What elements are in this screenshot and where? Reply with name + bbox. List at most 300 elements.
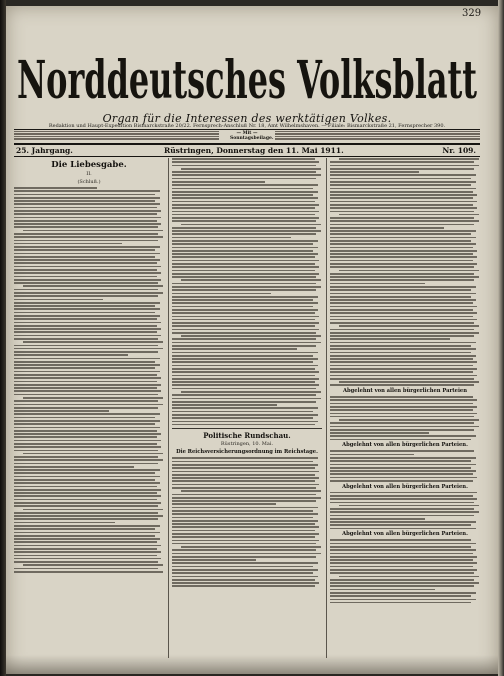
text-line (14, 351, 158, 353)
text-line (14, 358, 160, 360)
text-line (172, 375, 315, 377)
text-line (330, 569, 477, 571)
text-line (330, 191, 473, 193)
text-line (14, 479, 155, 481)
text-line (14, 568, 158, 570)
text-line (172, 332, 316, 334)
text-line (14, 256, 155, 258)
text-line (14, 240, 158, 242)
text-line (14, 518, 158, 520)
text-line (339, 158, 479, 160)
text-line (14, 558, 161, 560)
text-line (330, 406, 477, 408)
text-line (23, 341, 163, 343)
text-line (14, 499, 157, 501)
text-line (14, 486, 157, 488)
masthead-title-text: Norddeutsches Volksblatt (17, 50, 477, 110)
text-line (330, 165, 479, 167)
text-line (330, 457, 476, 459)
text-line (23, 285, 163, 287)
text-line (330, 338, 450, 340)
text-line (172, 487, 316, 489)
dateline-bar (14, 143, 480, 157)
text-line (14, 302, 160, 304)
text-line (330, 399, 477, 401)
text-line (330, 332, 479, 334)
text-line (14, 489, 161, 491)
text-line (330, 181, 476, 183)
text-line (14, 548, 157, 550)
text-line (14, 197, 160, 199)
text-line (14, 561, 158, 563)
text-line (172, 319, 315, 321)
text-line (330, 539, 471, 541)
text-line (330, 502, 474, 504)
text-line (172, 211, 319, 213)
text-line (172, 576, 318, 578)
text-line (14, 538, 160, 540)
text-line (330, 549, 476, 551)
text-line (172, 312, 315, 314)
text-line (14, 354, 128, 356)
text-line (172, 329, 319, 331)
text-line (172, 461, 313, 463)
text-line (330, 224, 474, 226)
text-line (172, 520, 318, 522)
text-line (14, 236, 163, 238)
text-line (172, 540, 319, 542)
text-line (14, 430, 157, 432)
text-line (172, 184, 318, 186)
text-line (14, 249, 155, 251)
text-line (172, 250, 313, 252)
text-line (14, 308, 160, 310)
text-line (14, 522, 115, 524)
text-line (330, 378, 474, 380)
text-line (172, 214, 315, 216)
text-line (14, 427, 160, 429)
text-line (172, 579, 315, 581)
text-line (172, 355, 313, 357)
left-notice-block (14, 131, 219, 142)
text-line (172, 188, 313, 190)
text-line (172, 194, 313, 196)
text-line (172, 585, 315, 587)
text-line (14, 345, 158, 347)
text-line (172, 526, 319, 528)
text-line (14, 417, 155, 419)
text-line (172, 424, 315, 426)
text-line (330, 559, 473, 561)
masthead-info-line: Redaktion und Haupt-Expedition Bismarckstraße 20/22. Fernsprech-Anschluß Nr. 18, Amt Wilhelmshaven. — Filiale: Bismarckstraße 21, Fernsprecher 390. (48, 123, 446, 129)
text-line (172, 549, 316, 551)
text-line (330, 263, 477, 265)
column-divider (326, 158, 327, 658)
text-line (172, 411, 313, 413)
text-line (14, 472, 155, 474)
text-line (14, 450, 158, 452)
text-line (330, 361, 477, 363)
text-line (330, 345, 471, 347)
text-line (330, 572, 474, 574)
text-line (14, 367, 155, 369)
text-line (14, 377, 161, 379)
text-line (172, 533, 319, 535)
text-line (14, 305, 155, 307)
vote-result-heading: Abgelehnt von allen bürgerlichen Parteien. (342, 531, 468, 538)
text-line (330, 498, 477, 500)
text-line (14, 374, 157, 376)
text-line (14, 364, 160, 366)
column-3-body-text-e (330, 539, 480, 603)
text-line (14, 292, 163, 294)
text-line (172, 414, 318, 416)
text-line (172, 240, 318, 242)
text-line (23, 453, 163, 455)
text-line (14, 299, 103, 301)
text-line (14, 423, 155, 425)
text-line (330, 316, 473, 318)
text-line (330, 319, 477, 321)
text-line (14, 505, 158, 507)
text-line (330, 237, 476, 239)
column-2-body-text-lower (172, 457, 322, 587)
text-line (172, 263, 315, 265)
text-line (172, 384, 319, 386)
issue-number: Nr. 109. (442, 146, 476, 155)
text-line (14, 492, 157, 494)
text-line (339, 270, 479, 272)
text-line (14, 436, 157, 438)
text-line (14, 194, 155, 196)
text-line (330, 174, 476, 176)
text-line (172, 421, 318, 423)
text-line (14, 394, 158, 396)
text-line (14, 387, 157, 389)
text-line (330, 240, 471, 242)
text-line (14, 410, 109, 412)
text-line (14, 381, 157, 383)
text-line (330, 233, 471, 235)
text-line (330, 371, 473, 373)
text-line (330, 312, 477, 314)
article-heading: Die Liebesgabe. (51, 160, 127, 170)
text-line (330, 178, 471, 180)
text-line (172, 378, 319, 380)
text-line (172, 286, 321, 288)
text-line (330, 260, 473, 262)
text-line (14, 476, 160, 478)
text-line (330, 352, 471, 354)
text-line (172, 352, 318, 354)
text-line (172, 569, 318, 571)
text-line (330, 293, 476, 295)
text-line (330, 188, 476, 190)
text-line (181, 490, 321, 492)
column-1 (14, 158, 164, 658)
text-line (330, 432, 429, 434)
text-line (172, 388, 316, 390)
article-continuation-note: (Schluß.) (77, 179, 101, 185)
text-line (172, 543, 316, 545)
sunday-supplement-label: — Mit — Sonntagsbeilage. (230, 131, 274, 141)
text-line (14, 400, 158, 402)
text-line (172, 497, 321, 499)
text-line (172, 417, 313, 419)
text-line (172, 165, 316, 167)
text-line (14, 338, 158, 340)
text-line (339, 214, 479, 216)
text-line (172, 276, 316, 278)
text-line (330, 521, 476, 523)
text-line (330, 276, 479, 278)
text-line (172, 503, 276, 505)
text-line (14, 331, 157, 333)
text-line (14, 407, 158, 409)
text-line (172, 230, 321, 232)
text-line (14, 532, 160, 534)
text-line (330, 197, 473, 199)
text-line (330, 309, 473, 311)
text-line (14, 571, 163, 573)
text-line (14, 335, 161, 337)
text-line (23, 564, 163, 566)
text-line (330, 201, 477, 203)
text-line (172, 358, 318, 360)
text-line (330, 439, 471, 441)
text-line (172, 283, 316, 285)
article-part-number: II. (86, 171, 92, 177)
text-line (330, 302, 473, 304)
text-line (14, 220, 157, 222)
text-line (330, 217, 474, 219)
text-line (330, 426, 479, 428)
text-line (14, 190, 160, 192)
text-line (14, 246, 160, 248)
text-line (330, 528, 476, 530)
text-line (330, 495, 473, 497)
vote-result-heading: Abgelehnt von allen bürgerlichen Parteien. (342, 483, 468, 490)
text-line (330, 243, 476, 245)
text-line (14, 243, 122, 245)
text-line (172, 325, 315, 327)
text-line (14, 541, 157, 543)
text-line (14, 213, 157, 215)
text-line (14, 443, 157, 445)
text-line (172, 371, 319, 373)
text-line (330, 184, 471, 186)
volume-label: 25. Jahrgang. (16, 146, 73, 155)
text-line (172, 243, 313, 245)
text-line (172, 316, 319, 318)
text-line (330, 460, 471, 462)
text-line (172, 197, 318, 199)
text-line (330, 342, 476, 344)
text-line (172, 566, 313, 568)
text-line (330, 335, 474, 337)
text-line (172, 296, 318, 298)
text-line (330, 473, 473, 475)
section-heading: Politische Rundschau. (172, 428, 322, 440)
column-3-body-text-d (330, 492, 480, 530)
text-line (14, 482, 160, 484)
page-stack-edge (498, 0, 504, 676)
text-line (330, 250, 477, 252)
text-line (330, 515, 474, 517)
text-line (172, 256, 315, 258)
header-notice-bar (14, 129, 480, 143)
text-line (14, 315, 160, 317)
text-line (23, 230, 163, 232)
text-line (14, 502, 161, 504)
text-line (14, 318, 157, 320)
text-line (172, 207, 315, 209)
text-line (172, 404, 277, 406)
page-bottom-shadow (6, 655, 498, 676)
text-line (330, 329, 474, 331)
text-line (172, 178, 316, 180)
text-line (14, 328, 161, 330)
text-line (330, 480, 473, 482)
text-line (14, 322, 161, 324)
text-line (172, 348, 297, 350)
text-line (172, 467, 315, 469)
text-line (172, 273, 319, 275)
text-line (330, 553, 473, 555)
text-line (172, 204, 319, 206)
vote-result-heading: Abgelehnt von allen bürgerlichen Parteien. (342, 442, 468, 449)
text-line (172, 494, 316, 496)
text-line (14, 266, 161, 268)
text-line (172, 407, 318, 409)
text-line (14, 440, 161, 442)
text-line (14, 361, 155, 363)
text-line (330, 467, 471, 469)
text-line (172, 361, 313, 363)
text-line (14, 200, 155, 202)
text-line (14, 446, 161, 448)
text-line (330, 477, 477, 479)
text-line (330, 296, 471, 298)
text-line (330, 450, 474, 452)
text-line (14, 325, 157, 327)
text-line (172, 266, 319, 268)
text-line (172, 556, 316, 558)
text-line (330, 403, 473, 405)
text-line (14, 420, 160, 422)
text-line (172, 471, 319, 473)
text-line (23, 397, 163, 399)
section-dateline: Rüstringen, 10. Mai. (220, 441, 274, 448)
text-line (14, 223, 161, 225)
text-line (330, 171, 419, 173)
text-line (172, 398, 321, 400)
place-date-label: Rüstringen, Donnerstag den 11. Mai 1911. (164, 146, 344, 155)
text-line (330, 355, 476, 357)
text-line (339, 576, 479, 578)
text-line (172, 365, 318, 367)
text-line (14, 259, 160, 261)
text-line (172, 322, 319, 324)
text-line (330, 470, 476, 472)
text-line (14, 466, 134, 468)
text-line (330, 375, 477, 377)
text-line (172, 306, 313, 308)
text-line (330, 194, 477, 196)
text-line (330, 409, 473, 411)
text-line (330, 322, 474, 324)
text-line (14, 495, 161, 497)
text-line (172, 559, 256, 561)
text-line (14, 371, 160, 373)
text-line (172, 477, 319, 479)
text-line (172, 227, 316, 229)
text-line (14, 276, 157, 278)
text-line (330, 518, 425, 520)
text-line (172, 237, 291, 239)
text-line (14, 555, 157, 557)
text-line (330, 582, 479, 584)
text-line (172, 293, 271, 295)
text-line (330, 585, 474, 587)
text-line (172, 480, 315, 482)
text-line (172, 201, 315, 203)
text-line (330, 492, 477, 494)
text-line (172, 464, 318, 466)
text-line (172, 270, 315, 272)
text-line (330, 207, 477, 209)
text-line (172, 507, 318, 509)
text-line (14, 282, 158, 284)
text-line (14, 528, 155, 530)
text-line (330, 454, 414, 456)
text-line (330, 368, 477, 370)
text-line (172, 484, 319, 486)
text-line (172, 191, 318, 193)
text-line (14, 459, 163, 461)
text-line (14, 525, 160, 527)
column-3-body-text-c (330, 450, 480, 481)
text-line (172, 394, 316, 396)
text-line (14, 272, 161, 274)
text-line (14, 269, 157, 271)
page-number: 329 (462, 8, 482, 19)
text-line (14, 390, 161, 392)
text-line (14, 226, 158, 228)
text-line (172, 161, 319, 163)
text-line (172, 181, 265, 183)
text-line (172, 381, 315, 383)
text-line (172, 474, 315, 476)
text-line (14, 404, 163, 406)
text-line (330, 253, 473, 255)
text-line (172, 342, 321, 344)
text-line (172, 158, 315, 160)
text-line (330, 384, 474, 386)
text-line (330, 562, 477, 564)
text-line (339, 419, 479, 421)
text-line (330, 348, 476, 350)
text-line (172, 510, 313, 512)
text-line (330, 602, 471, 604)
text-line (14, 551, 161, 553)
text-line (172, 220, 316, 222)
text-line (14, 295, 158, 297)
text-line (330, 256, 477, 258)
text-line (172, 233, 316, 235)
text-line (23, 509, 163, 511)
text-line (330, 599, 476, 601)
